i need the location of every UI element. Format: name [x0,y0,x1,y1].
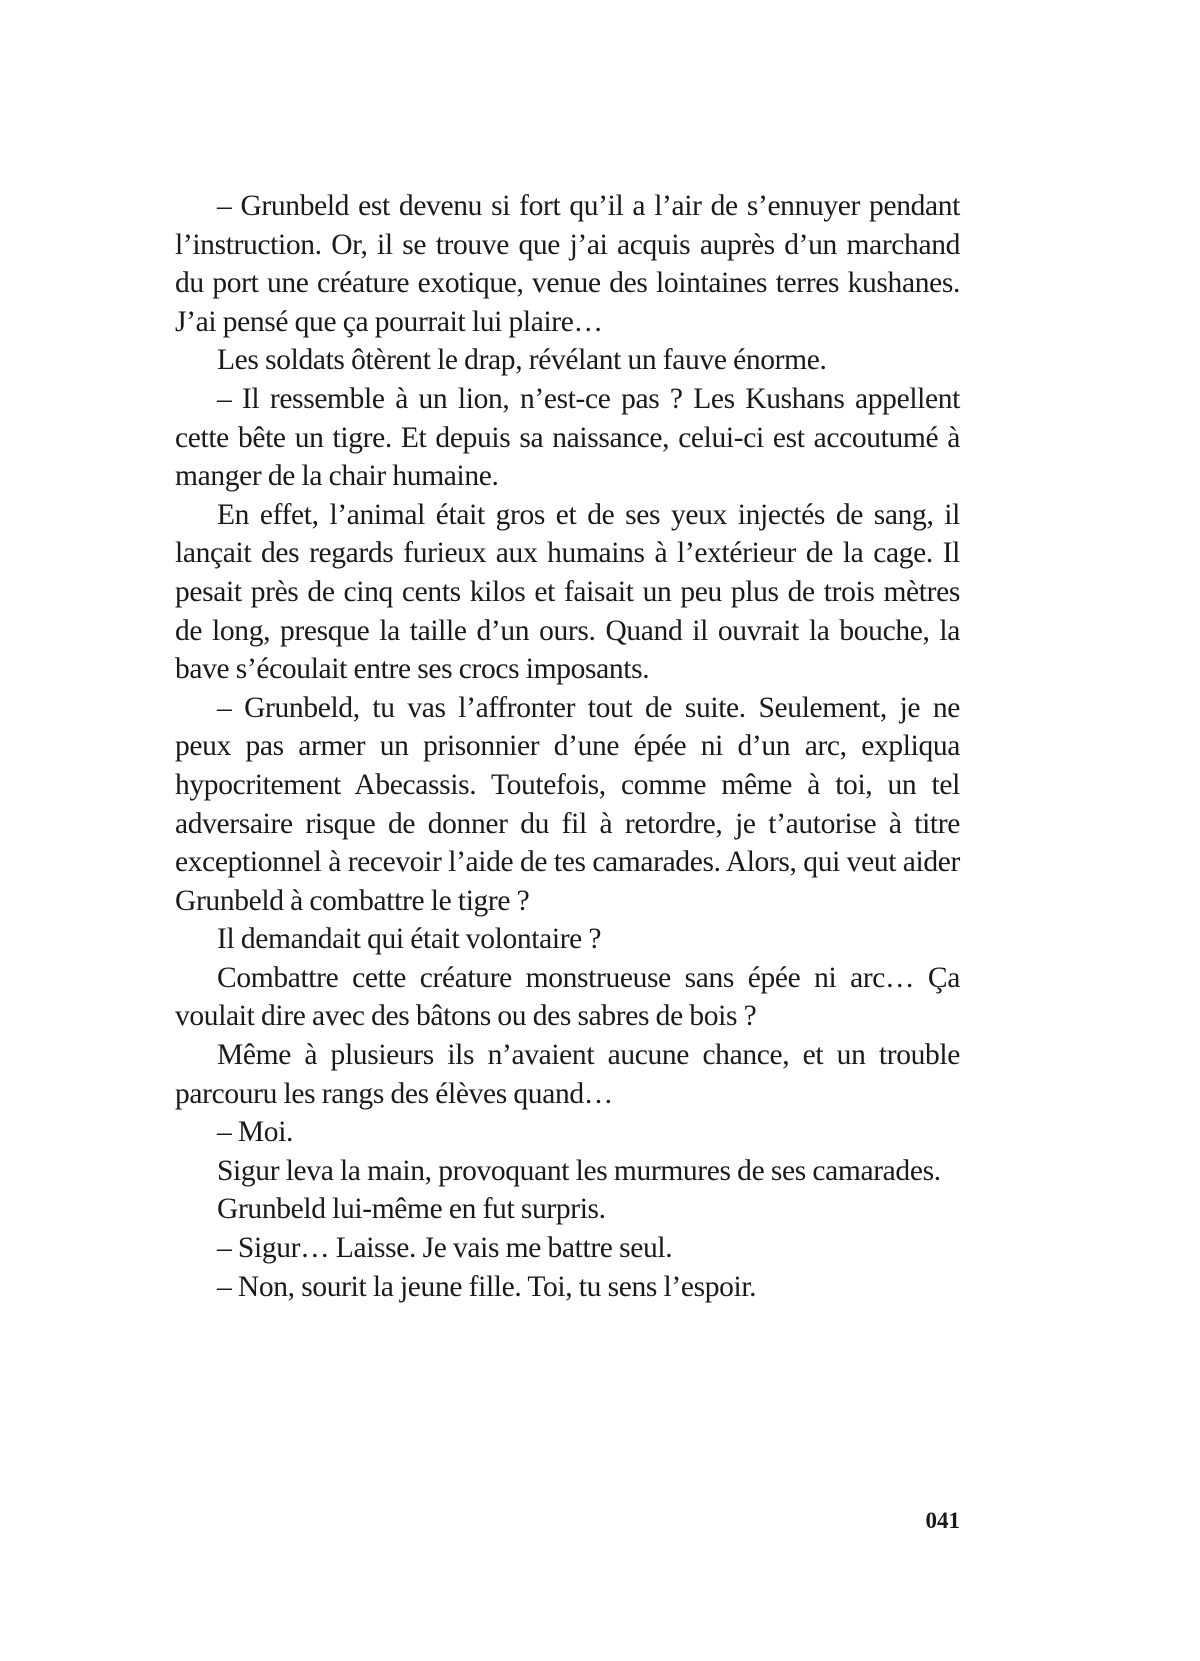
paragraph-10: Sigur leva la main, provoquant les murmures de ses camarades. [217,1154,941,1187]
paragraph-12: – Sigur… Laisse. Je vais me battre seul. [217,1232,673,1265]
paragraph-6: Il demandait qui était volontaire ? [217,923,602,956]
paragraph-4: En effet, l’animal était gros et de ses yeux injectés de sang, il lançait des regards furieux aux humains à l’extérieur de la cage. Il pesait près de cinq cents kilos et faisait un peu plus de trois mètres de long, presque la taille d’un ours. Quand il ouvrait la bouche, la bave s’écoulait entre ses crocs imposants. [175,498,960,686]
paragraph-1: – Grunbeld est devenu si fort qu’il a l’air de s’ennuyer pendant l’instruction. Or, il se trouve que j’ai acquis auprès d’un marchand du port une créature exotique, venue des lointaines terres kushanes. J’ai pensé que ça pourrait lui plaire… [175,190,960,338]
paragraph-2: Les soldats ôtèrent le drap, révélant un fauve énorme. [217,344,827,377]
paragraph-5: – Grunbeld, tu vas l’affronter tout de suite. Seulement, je ne peux pas armer un prisonnier d’une épée ni d’un arc, expliqua hypocritement Abecassis. Toutefois, comme même à toi, un tel adversaire risque de donner du fil à retordre, je t’autorise à titre exceptionnel à recevoir l’aide de tes camarades. Alors, qui veut aider Grunbeld à combattre le tigre ? [175,691,960,917]
page-body [175,187,960,1306]
paragraph-9: – Moi. [217,1116,294,1149]
paragraph-7: Combattre cette créature monstrueuse sans épée ni arc… Ça voulait dire avec des bâtons ou des sabres de bois ? [175,961,960,1033]
paragraph-8: Même à plusieurs ils n’avaient aucune chance, et un trouble parcouru les rangs des élèves quand… [175,1039,960,1110]
paragraph-13: – Non, sourit la jeune fille. Toi, tu sens l’espoir. [217,1270,757,1303]
paragraph-3: – Il ressemble à un lion, n’est-ce pas ? Les Kushans appellent cette bête un tigre. Et depuis sa naissance, celui-ci est accoutumé à manger de la chair humaine. [175,382,960,493]
paragraph-11: Grunbeld lui-même en fut surpris. [217,1193,606,1226]
page-number: 041 [925,1508,960,1533]
